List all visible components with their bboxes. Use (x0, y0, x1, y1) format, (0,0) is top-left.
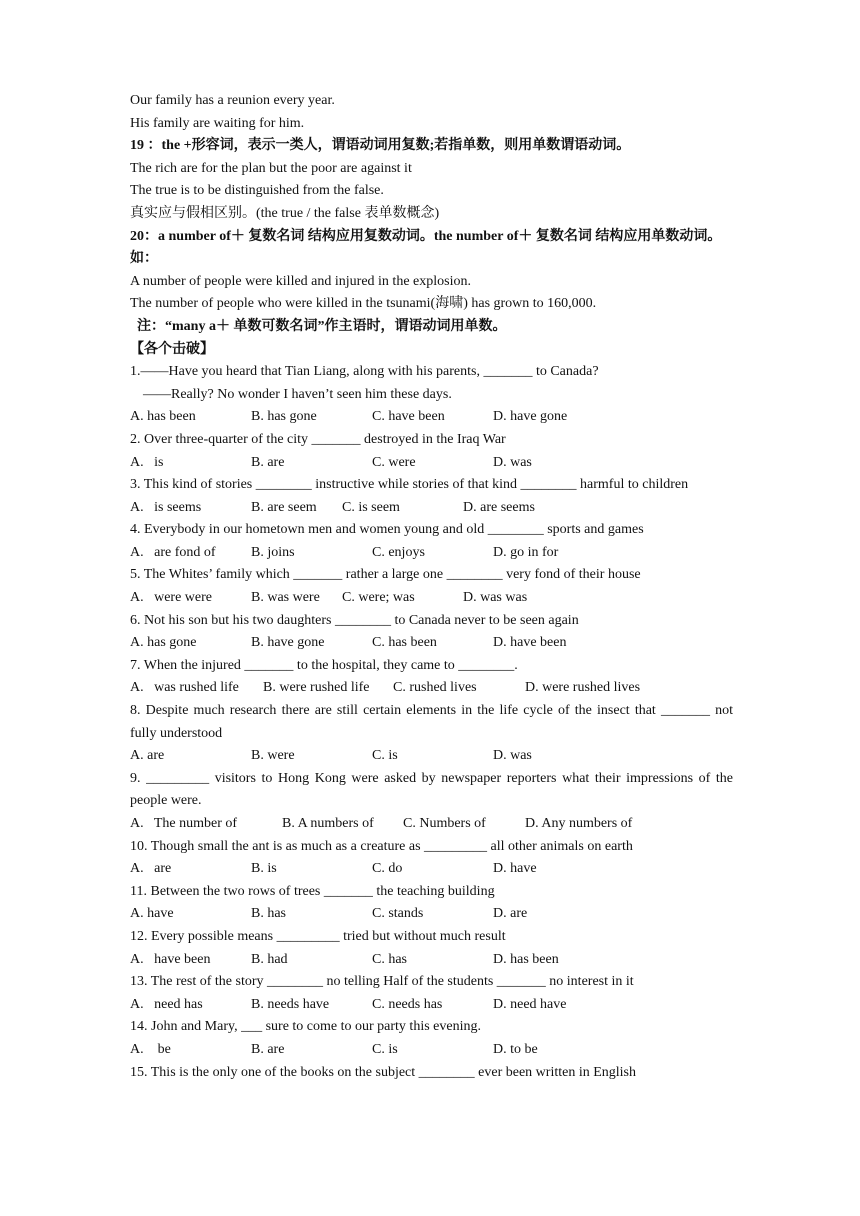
options-2 (130, 452, 733, 475)
question-4: 4. Everybody in our hometown men and women young and old ________ sports and games (130, 522, 644, 538)
option-b: B. are seem (251, 499, 317, 515)
rule-19: 19 ：the +形容词，表示一类人，谓语动词用复数;若指单数，则用单数谓语动词。 (130, 138, 631, 154)
option-b: B. were (251, 748, 295, 764)
option-c: C. is seem (342, 499, 400, 515)
options-12 (130, 949, 733, 972)
option-b: B. was were (251, 590, 320, 606)
question-5: 5. The Whites’ family which _______ rather a large one ________ very fond of their house (130, 567, 641, 583)
text-line: His family are waiting for him. (130, 115, 305, 131)
option-c: C. were; was (342, 590, 415, 606)
text-line: The true is to be distinguished from the false. (130, 183, 384, 199)
option-c: C. stands (372, 906, 424, 922)
option-c: C. have been (372, 409, 445, 425)
options-7 (130, 677, 733, 700)
option-c: C. has been (372, 635, 437, 651)
text-line: 真实应与假相区别。(the true / the false 表单数概念) (130, 205, 440, 221)
option-d: D. Any numbers of (525, 816, 633, 831)
option-d: D. have gone (493, 409, 568, 425)
question-9: 9. _________ visitors to Hong Kong were asked by newspaper reporters what their impressions of the people were. (130, 770, 733, 809)
option-b: B. A numbers of (282, 816, 374, 831)
option-d: D. need have (493, 996, 567, 1012)
option-a: A. The number of (130, 816, 238, 831)
options-3 (130, 497, 733, 520)
option-d: D. were rushed lives (525, 680, 641, 696)
option-a: A. was rushed life (130, 680, 239, 696)
options-4 (130, 542, 733, 565)
question-6: 6. Not his son but his two daughters ________ to Canada never to be seen again (130, 612, 579, 628)
option-a: A. is (130, 454, 164, 470)
option-d: D. are (493, 906, 528, 922)
options-8 (130, 745, 733, 768)
option-d: D. have (493, 861, 537, 877)
question-8: 8. Despite much research there are still certain elements in the life cycle of the insect that _______ not fully understood (130, 703, 733, 741)
option-d: D. are seems (463, 499, 535, 515)
option-a: A. have been (130, 951, 211, 967)
option-c: C. needs has (372, 996, 443, 1012)
options-10 (130, 858, 733, 881)
question-3: 3. This kind of stories ________ instructive while stories of that kind ________ harmful to children (130, 477, 689, 493)
text-line: Our family has a reunion every year. (130, 93, 335, 108)
options-5 (130, 587, 733, 610)
option-d: D. was was (463, 590, 528, 606)
options-13 (130, 994, 733, 1017)
question-7: 7. When the injured _______ to the hospital, they came to ________. (130, 657, 518, 673)
option-c: C. is (372, 748, 398, 764)
option-a: A. are fond of (130, 544, 216, 560)
option-b: B. joins (251, 544, 295, 560)
rule-20: 20：a number of＋ 复数名词 结构应用复数动词。the number of＋ 复数名词 结构应用单数动词。如： (130, 228, 722, 267)
option-b: B. are (251, 1041, 285, 1057)
option-c: C. is (372, 1041, 398, 1057)
question-14: 14. John and Mary, ___ sure to come to our party this evening. (130, 1019, 481, 1035)
option-d: D. was (493, 454, 532, 470)
options-1 (130, 406, 733, 429)
option-d: D. was (493, 748, 532, 764)
option-b: B. have gone (251, 635, 325, 651)
option-a: A. be (130, 1041, 171, 1057)
note-many-a: 注：“many a＋ 单数可数名词”作主语时，谓语动词用单数。 (137, 318, 507, 334)
option-d: D. has been (493, 951, 559, 967)
question-15: 15. This is the only one of the books on the subject ________ ever been written in English (130, 1064, 636, 1080)
option-b: B. has gone (251, 409, 317, 425)
option-c: C. Numbers of (403, 816, 486, 831)
question-1-reply: ——Really? No wonder I haven’t seen him these days. (143, 386, 452, 402)
options-9 (130, 813, 733, 836)
option-d: D. have been (493, 635, 567, 651)
option-c: C. enjoys (372, 544, 425, 560)
options-14 (130, 1039, 733, 1062)
option-a: A. were were (130, 590, 213, 606)
options-6 (130, 632, 733, 655)
question-13: 13. The rest of the story ________ no telling Half of the students _______ no interest in it (130, 974, 634, 990)
option-d: D. go in for (493, 544, 559, 560)
option-b: B. had (251, 951, 288, 967)
question-11: 11. Between the two rows of trees _______ the teaching building (130, 883, 495, 899)
option-a: A. need has (130, 996, 203, 1012)
question-1: 1.——Have you heard that Tian Liang, along with his parents, _______ to Canada? (130, 364, 599, 380)
option-a: A. has gone (130, 635, 197, 651)
option-a: A. is seems (130, 499, 202, 515)
question-2: 2. Over three-quarter of the city _______ destroyed in the Iraq War (130, 431, 506, 447)
options-11 (130, 903, 733, 926)
text-line: The number of people who were killed in the tsunami(海啸) has grown to 160,000. (130, 296, 597, 312)
option-a: A. are (130, 748, 165, 764)
option-b: B. needs have (251, 996, 330, 1012)
option-b: B. is (251, 861, 277, 877)
section-heading: 【各个击破】 (130, 341, 214, 357)
option-b: B. were rushed life (263, 680, 370, 696)
document-page (130, 90, 733, 1084)
option-a: A. are (130, 861, 172, 877)
option-d: D. to be (493, 1041, 538, 1057)
option-c: C. rushed lives (393, 680, 477, 696)
text-line: A number of people were killed and injured in the explosion. (130, 273, 471, 289)
option-a: A. have (130, 906, 174, 922)
option-b: B. has (251, 906, 286, 922)
option-b: B. are (251, 454, 285, 470)
question-12: 12. Every possible means _________ tried but without much result (130, 928, 506, 944)
option-c: C. do (372, 861, 403, 877)
question-10: 10. Though small the ant is as much as a creature as _________ all other animals on earth (130, 838, 633, 854)
option-c: C. has (372, 951, 407, 967)
text-line: The rich are for the plan but the poor are against it (130, 160, 412, 176)
option-c: C. were (372, 454, 416, 470)
option-a: A. has been (130, 409, 196, 425)
